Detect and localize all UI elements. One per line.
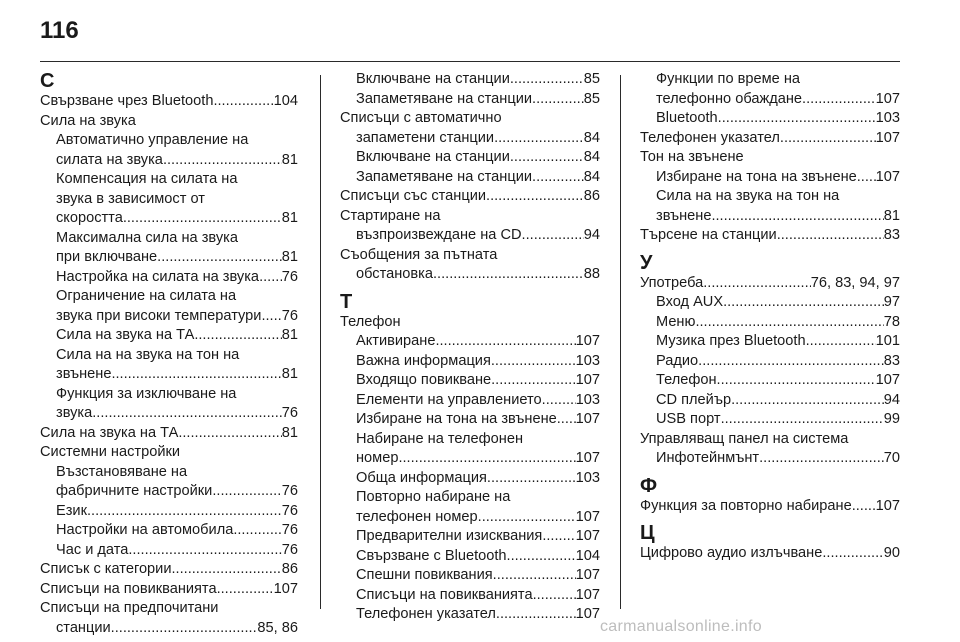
dot-leader: [478, 508, 576, 528]
dot-leader: [491, 352, 576, 372]
dot-leader: [718, 109, 876, 129]
dot-leader: [491, 371, 576, 391]
index-entry: [640, 449, 900, 469]
dot-leader: [194, 326, 281, 346]
dot-leader: [435, 332, 575, 352]
dot-leader: [494, 129, 584, 149]
entry-text: силата на звука: [56, 151, 163, 168]
entry-page-ref[interactable]: 107: [875, 90, 900, 107]
entry-page-ref[interactable]: 81: [281, 151, 298, 168]
entry-text: Запаметяване на станции: [356, 90, 533, 107]
dot-leader: [123, 209, 282, 229]
entry-page-ref[interactable]: 90: [883, 545, 900, 561]
index-heading: Телефон: [340, 313, 401, 330]
index-entry: [340, 352, 600, 372]
entry-text: Включване на станции: [356, 71, 510, 87]
dot-leader: [533, 586, 576, 606]
index-entry: [40, 521, 298, 541]
dot-leader: [721, 410, 884, 430]
entry-page-ref[interactable]: 76: [281, 522, 298, 538]
index-entry: [40, 560, 298, 580]
entry-text: скоростта: [56, 210, 123, 226]
entry-text: Настройки на автомобила: [56, 522, 234, 538]
index-entry: [640, 168, 900, 188]
entry-page-ref[interactable]: 76: [281, 541, 298, 558]
entry-page-ref[interactable]: 84: [583, 168, 600, 185]
entry-text: звука при високи температури: [56, 307, 262, 324]
entry-page-ref[interactable]: 103: [875, 110, 900, 126]
section-letter: У: [640, 251, 653, 274]
watermark: carmanualsonline.info: [600, 618, 762, 635]
dot-leader: [532, 168, 584, 188]
index-entry: [340, 605, 600, 625]
index-heading: Сила на на звука на тон на: [656, 188, 840, 204]
index-entry: [340, 469, 600, 489]
section-letter: Ф: [640, 474, 658, 497]
entry-text: Избиране на тона на звънене: [356, 411, 557, 427]
entry-page-ref[interactable]: 107: [875, 129, 900, 146]
dot-leader: [92, 404, 282, 424]
dot-leader: [259, 268, 282, 288]
entry-text: Списъци на повикванията: [356, 586, 533, 603]
dot-leader: [532, 90, 584, 110]
entry-page-ref[interactable]: 88: [583, 266, 600, 282]
entry-text: възпроизвеждане на CD: [356, 227, 522, 243]
dot-leader: [542, 391, 576, 411]
dot-leader: [522, 226, 584, 246]
index-entry: [40, 424, 298, 444]
index-column-3: [640, 70, 900, 564]
dot-leader: [157, 248, 282, 268]
entry-text: Език: [56, 502, 87, 519]
header-rule: [40, 61, 900, 62]
entry-text: Употреба: [640, 274, 704, 291]
dot-leader: [717, 371, 876, 391]
entry-page-ref[interactable]: 76: [281, 502, 298, 519]
dot-leader: [398, 449, 575, 469]
entry-text: обстановка: [356, 266, 433, 282]
dot-leader: [496, 605, 576, 625]
entry-page-ref[interactable]: 107: [575, 333, 600, 349]
dot-leader: [806, 332, 876, 352]
entry-text: Вход AUX: [656, 294, 724, 310]
index-entry: [40, 580, 298, 600]
entry-text: Активиране: [356, 333, 436, 349]
index-heading: Системни настройки: [40, 444, 181, 460]
index-entry: [640, 207, 900, 227]
dot-leader: [171, 560, 281, 580]
entry-text: Сила на звука на ТА: [56, 327, 195, 343]
dot-leader: [233, 521, 281, 541]
dot-leader: [213, 92, 273, 112]
entry-text: Инфотейнмънт: [656, 450, 760, 466]
index-entry: [340, 508, 600, 528]
entry-page-ref[interactable]: 107: [875, 497, 900, 514]
entry-page-ref[interactable]: 107: [273, 580, 298, 597]
dot-leader: [703, 274, 811, 294]
column-divider: [620, 75, 621, 609]
dot-leader: [87, 502, 282, 522]
dot-leader: [261, 307, 281, 327]
index-entry: [640, 497, 900, 517]
index-entry: [340, 90, 600, 110]
entry-page-ref[interactable]: 81: [281, 210, 298, 226]
entry-text: Цифрово аудио излъчване: [640, 545, 823, 561]
entry-text: Час и дата: [56, 541, 129, 558]
index-entry: [640, 313, 900, 333]
index-heading: Списъци на предпочитани: [40, 600, 219, 616]
entry-text: Входящо повикване: [356, 372, 492, 388]
index-heading: Компенсация на силата на: [56, 171, 238, 187]
entry-text: звука: [56, 405, 93, 421]
entry-page-ref[interactable]: 81: [281, 366, 298, 382]
entry-page-ref[interactable]: 76, 83, 94, 97: [810, 274, 900, 291]
index-entry: [340, 168, 600, 188]
entry-page-ref[interactable]: 84: [583, 149, 600, 165]
entry-page-ref[interactable]: 107: [875, 372, 900, 388]
entry-text: USB порт: [656, 411, 721, 427]
entry-page-ref[interactable]: 84: [583, 129, 600, 146]
index-heading: Съобщения за пътната: [340, 246, 498, 263]
entry-text: номер: [356, 450, 399, 466]
entry-text: Bluetooth: [656, 110, 718, 126]
dot-leader: [507, 547, 576, 567]
dot-leader: [217, 580, 274, 600]
index-heading: Възстановяване на: [56, 463, 188, 480]
index-entry: [40, 326, 298, 346]
index-entry: [340, 371, 600, 391]
entry-page-ref[interactable]: 107: [575, 450, 600, 466]
entry-page-ref[interactable]: 94: [883, 391, 900, 408]
entry-text: Списък с категории: [40, 561, 172, 577]
entry-text: Телефонен указател: [640, 129, 780, 146]
entry-page-ref[interactable]: 85: [583, 71, 600, 87]
index-entry: [40, 268, 298, 288]
index-entry: [340, 70, 600, 90]
entry-page-ref[interactable]: 107: [575, 586, 600, 603]
index-entry: [340, 226, 600, 246]
entry-page-ref[interactable]: 85, 86: [257, 619, 298, 636]
index-entry: [640, 129, 900, 149]
index-heading: Тон на звънене: [640, 149, 744, 165]
entry-text: Функция за повторно набиране: [640, 497, 852, 514]
index-entry: [340, 332, 600, 352]
page-number: 116: [40, 17, 79, 44]
entry-page-ref[interactable]: 81: [281, 327, 298, 343]
index-heading: Набиране на телефонен: [356, 430, 524, 447]
index-entry: [40, 307, 298, 327]
entry-text: звънене: [656, 207, 712, 224]
entry-text: станции: [56, 619, 111, 636]
entry-text: Спешни повиквания: [356, 567, 493, 583]
entry-text: Телефон: [656, 372, 717, 388]
index-entry: [340, 547, 600, 567]
entry-text: телефонно обаждане: [656, 90, 803, 107]
index-entry: [40, 365, 298, 385]
index-entry: [640, 332, 900, 352]
dot-leader: [695, 313, 883, 333]
dot-leader: [698, 352, 884, 372]
entry-text: Свързване с Bluetooth: [356, 547, 507, 564]
index-heading: Управляващ панел на система: [640, 430, 849, 447]
entry-text: Настройка на силата на звука: [56, 268, 260, 285]
entry-page-ref[interactable]: 101: [875, 333, 900, 349]
index-heading: звука в зависимост от: [56, 190, 205, 207]
dot-leader: [777, 226, 884, 246]
index-heading: Функции по време на: [656, 71, 800, 87]
entry-text: Телефонен указател: [356, 606, 496, 622]
entry-text: телефонен номер: [356, 508, 478, 525]
dot-leader: [111, 365, 281, 385]
entry-text: Списъци на повикванията: [40, 580, 217, 597]
dot-leader: [178, 424, 281, 444]
index-entry: [640, 274, 900, 294]
entry-page-ref[interactable]: 103: [575, 391, 600, 408]
entry-text: Сила на звука на ТА: [40, 424, 179, 441]
index-heading: Списъци с автоматично: [340, 110, 502, 126]
entry-text: Списъци със станции: [340, 188, 487, 204]
entry-text: Меню: [656, 313, 696, 330]
index-heading: Ограничение на силата на: [56, 288, 237, 304]
dot-leader: [510, 70, 584, 90]
entry-text: Свързване чрез Bluetooth: [40, 93, 214, 109]
index-entry: [40, 482, 298, 502]
entry-page-ref[interactable]: 81: [883, 207, 900, 224]
index-entry: [640, 90, 900, 110]
index-heading: Сила на на звука на тон на: [56, 346, 240, 363]
entry-page-ref[interactable]: 107: [575, 528, 600, 544]
entry-page-ref[interactable]: 85: [583, 90, 600, 107]
index-entry: [40, 92, 298, 112]
index-entry: [40, 619, 298, 639]
index-entry: [340, 566, 600, 586]
entry-text: Музика през Bluetooth: [656, 333, 806, 349]
index-entry: [640, 293, 900, 313]
index-heading: Стартиране на: [340, 207, 441, 224]
entry-text: Радио: [656, 352, 699, 369]
entry-page-ref[interactable]: 99: [883, 411, 900, 427]
index-entry: [640, 371, 900, 391]
index-entry: [640, 544, 900, 564]
index-entry: [340, 410, 600, 430]
index-entry: [340, 265, 600, 285]
entry-text: Избиране на тона на звънене: [656, 168, 857, 185]
dot-leader: [802, 90, 876, 110]
entry-page-ref[interactable]: 107: [575, 372, 600, 388]
dot-leader: [857, 168, 876, 188]
index-entry: [40, 404, 298, 424]
entry-page-ref[interactable]: 107: [575, 567, 600, 583]
dot-leader: [510, 148, 584, 168]
entry-text: звънене: [56, 366, 112, 382]
dot-leader: [163, 151, 282, 171]
entry-page-ref[interactable]: 104: [575, 547, 600, 564]
dot-leader: [711, 207, 883, 227]
index-entry: [640, 410, 900, 430]
entry-text: Елементи на управлението: [356, 391, 542, 408]
entry-page-ref[interactable]: 76: [281, 268, 298, 285]
index-entry: [640, 109, 900, 129]
index-heading: Автоматично управление на: [56, 132, 249, 148]
entry-text: фабричните настройки: [56, 483, 213, 499]
entry-page-ref[interactable]: 76: [281, 405, 298, 421]
dot-leader: [542, 527, 575, 547]
index-entry: [340, 148, 600, 168]
entry-page-ref[interactable]: 103: [575, 469, 600, 486]
entry-text: Запаметяване на станции: [356, 168, 533, 185]
index-heading: Повторно набиране на: [356, 489, 511, 505]
dot-leader: [111, 619, 258, 639]
entry-page-ref[interactable]: 107: [575, 411, 600, 427]
entry-page-ref[interactable]: 107: [575, 508, 600, 525]
index-column-2: [340, 70, 600, 625]
dot-leader: [493, 566, 576, 586]
dot-leader: [128, 541, 281, 561]
index-heading: Сила на звука: [40, 112, 136, 129]
entry-page-ref[interactable]: 103: [575, 352, 600, 369]
index-entry: [640, 391, 900, 411]
entry-page-ref[interactable]: 97: [883, 294, 900, 310]
entry-text: Обща информация: [356, 469, 487, 486]
entry-page-ref[interactable]: 107: [575, 606, 600, 622]
dot-leader: [780, 129, 876, 149]
entry-page-ref[interactable]: 76: [281, 483, 298, 499]
entry-page-ref[interactable]: 81: [281, 249, 298, 265]
index-entry: [340, 586, 600, 606]
index-entry: [40, 502, 298, 522]
entry-page-ref[interactable]: 107: [875, 168, 900, 185]
entry-page-ref[interactable]: 78: [883, 313, 900, 330]
index-entry: [340, 187, 600, 207]
index-heading: Функция за изключване на: [56, 385, 237, 402]
entry-page-ref[interactable]: 86: [583, 188, 600, 204]
section-letter: Т: [340, 290, 353, 313]
entry-text: CD плейър: [656, 391, 732, 408]
entry-text: Включване на станции: [356, 149, 510, 165]
dot-leader: [487, 469, 576, 489]
section-letter: Ц: [640, 522, 655, 544]
dot-leader: [557, 410, 576, 430]
entry-text: Предварителни изисквания: [356, 528, 543, 544]
dot-leader: [723, 293, 884, 313]
entry-page-ref[interactable]: 83: [883, 227, 900, 243]
dot-leader: [486, 187, 584, 207]
entry-text: запаметени станции: [356, 129, 495, 146]
entry-page-ref[interactable]: 83: [883, 352, 900, 369]
entry-page-ref[interactable]: 86: [281, 561, 298, 577]
entry-text: Търсене на станции: [640, 227, 777, 243]
dot-leader: [212, 482, 281, 502]
index-entry: [40, 151, 298, 171]
dot-leader: [822, 544, 883, 564]
index-entry: [640, 226, 900, 246]
index-entry: [40, 541, 298, 561]
column-divider: [320, 75, 321, 609]
entry-text: Важна информация: [356, 352, 491, 369]
index-entry: [340, 391, 600, 411]
index-entry: [40, 209, 298, 229]
entry-page-ref[interactable]: 81: [281, 424, 298, 441]
entry-text: при включване: [56, 249, 158, 265]
dot-leader: [731, 391, 884, 411]
index-heading: Максимална сила на звука: [56, 229, 238, 246]
entry-page-ref[interactable]: 104: [273, 93, 298, 109]
entry-page-ref[interactable]: 70: [883, 450, 900, 466]
dot-leader: [852, 497, 876, 517]
index-entry: [340, 527, 600, 547]
entry-page-ref[interactable]: 94: [583, 227, 600, 243]
index-column-1: [40, 70, 298, 638]
index-entry: [40, 248, 298, 268]
section-letter: С: [40, 70, 55, 92]
index-entry: [340, 129, 600, 149]
entry-page-ref[interactable]: 76: [281, 307, 298, 324]
dot-leader: [433, 265, 584, 285]
dot-leader: [759, 449, 884, 469]
index-entry: [340, 449, 600, 469]
index-entry: [640, 352, 900, 372]
